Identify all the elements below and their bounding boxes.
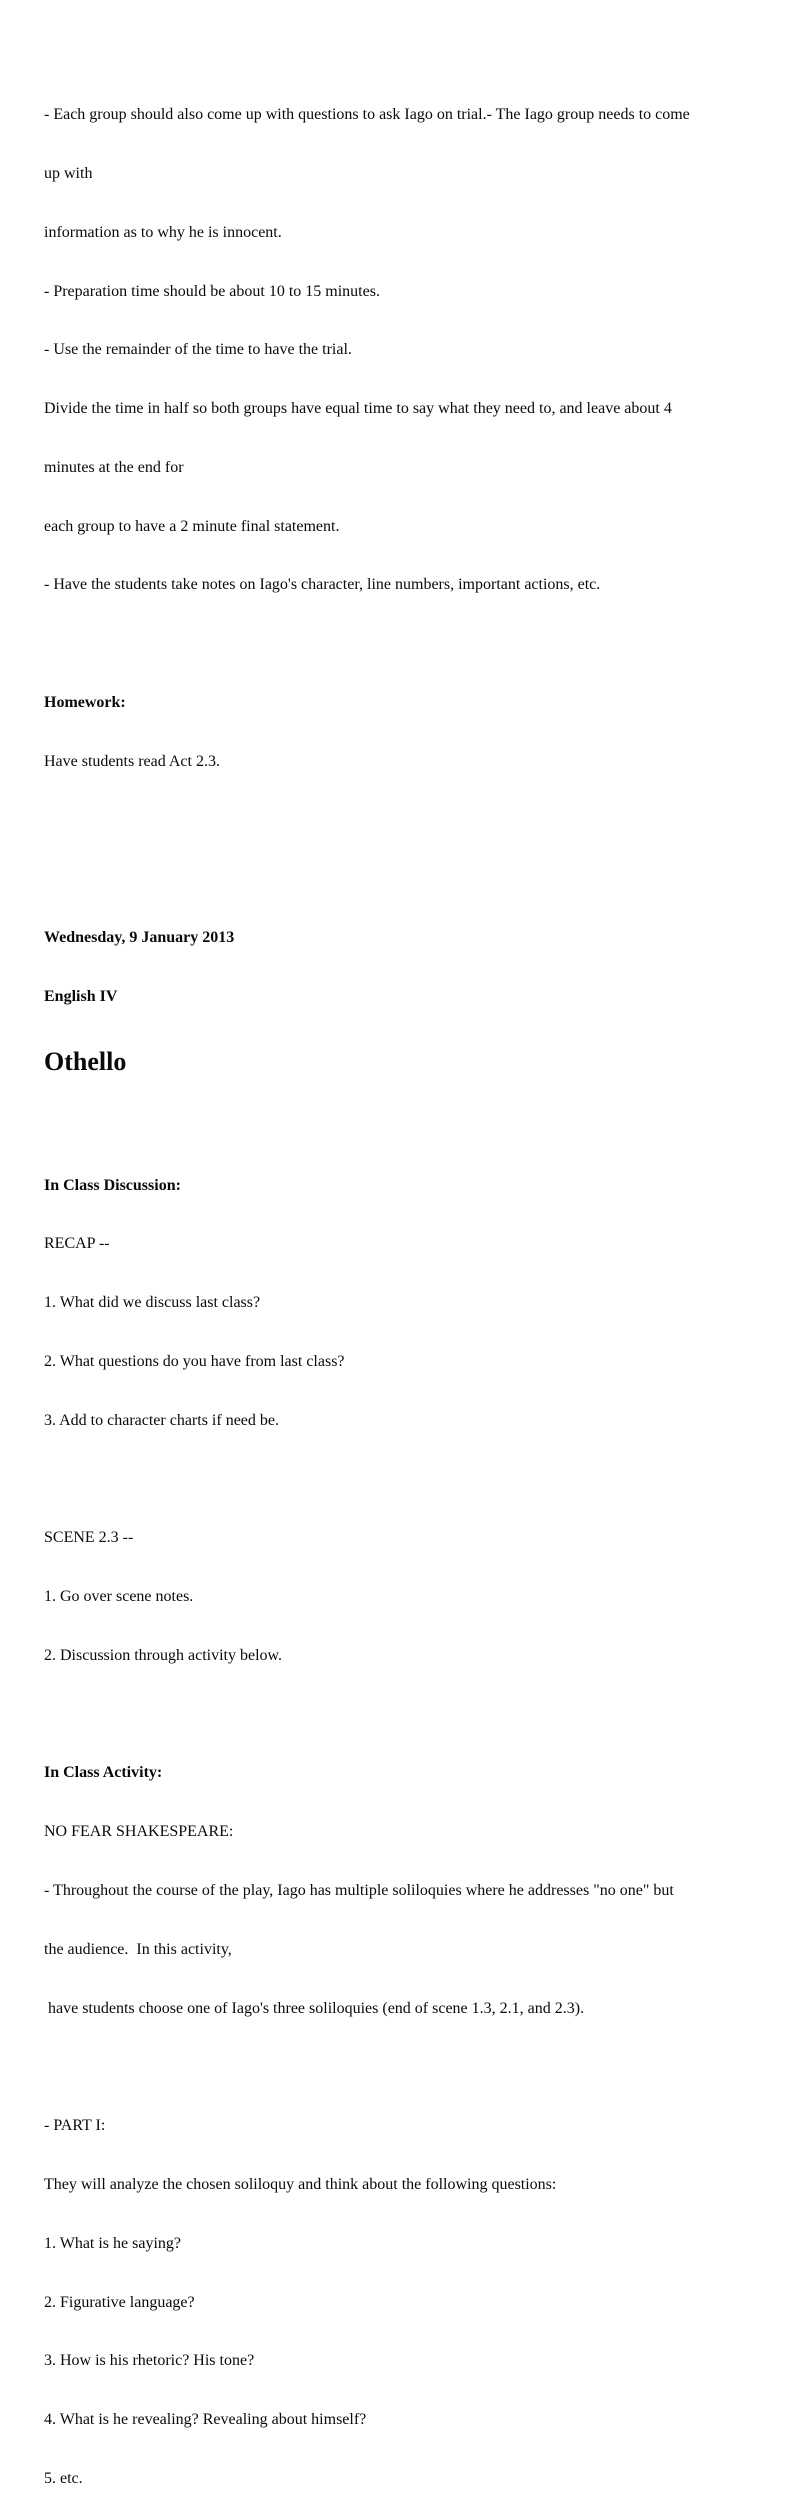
- blank-line: [44, 811, 790, 831]
- doc-line: up with: [44, 164, 93, 182]
- doc-line: - Preparation time should be about 10 to 15 minutes.: [44, 282, 380, 300]
- blank-line: [44, 869, 790, 889]
- doc-line: - Throughout the course of the play, Iago has multiple soliloquies where he addresses "no one" but: [44, 1882, 674, 1900]
- doc-line: - Use the remainder of the time to have the trial.: [44, 341, 352, 359]
- date-heading: Wednesday, 9 January 2013: [44, 929, 235, 947]
- doc-line: Divide the time in half so both groups have equal time to say what they need to, and leave about 4: [44, 400, 672, 418]
- part-i-subheading: - PART I:: [44, 2117, 106, 2135]
- doc-line: 1. Go over scene notes.: [44, 1588, 194, 1606]
- doc-line: 3. How is his rhetoric? His tone?: [44, 2352, 255, 2370]
- doc-line: 1. What did we discuss last class?: [44, 1294, 261, 1312]
- doc-line: 5. etc.: [44, 2469, 83, 2487]
- blank-line: [44, 1470, 790, 1490]
- doc-line: 3. Add to character charts if need be.: [44, 1411, 280, 1429]
- doc-line: 2. Figurative language?: [44, 2293, 195, 2311]
- blank-line: [44, 634, 790, 654]
- lesson-plan-document: [44, 66, 790, 2508]
- doc-line: - Have the students take notes on Iago's character, line numbers, important actions, etc.: [44, 576, 601, 594]
- blank-line: [44, 1705, 790, 1725]
- doc-line: minutes at the end for: [44, 458, 184, 476]
- doc-line: Have students read Act 2.3.: [44, 752, 220, 770]
- recap-subheading: RECAP --: [44, 1235, 110, 1253]
- in-class-discussion-heading: In Class Discussion:: [44, 1176, 181, 1194]
- doc-line: 4. What is he revealing? Revealing about himself?: [44, 2411, 367, 2429]
- doc-line: They will analyze the chosen soliloquy and think about the following questions:: [44, 2175, 557, 2193]
- homework-heading: Homework:: [44, 694, 126, 711]
- blank-line: [44, 2057, 790, 2077]
- no-fear-shakespeare-subheading: NO FEAR SHAKESPEARE:: [44, 1823, 234, 1841]
- scene-subheading: SCENE 2.3 --: [44, 1529, 134, 1547]
- doc-line: - Each group should also come up with questions to ask Iago on trial.- The Iago group needs to come: [44, 106, 690, 124]
- document-title: Othello: [44, 1046, 127, 1076]
- doc-line: 1. What is he saying?: [44, 2234, 182, 2252]
- doc-line: 2. What questions do you have from last class?: [44, 1353, 345, 1370]
- doc-line: each group to have a 2 minute final statement.: [44, 517, 340, 535]
- doc-line: 2. Discussion through activity below.: [44, 1646, 283, 1664]
- doc-line: have students choose one of Iago's three soliloquies (end of scene 1.3, 2.1, and 2.3).: [44, 1999, 585, 2017]
- doc-line: the audience. In this activity,: [44, 1940, 232, 1958]
- in-class-activity-heading: In Class Activity:: [44, 1764, 163, 1782]
- course-heading: English IV: [44, 987, 118, 1005]
- doc-line: information as to why he is innocent.: [44, 223, 282, 241]
- blank-line: [44, 1117, 790, 1137]
